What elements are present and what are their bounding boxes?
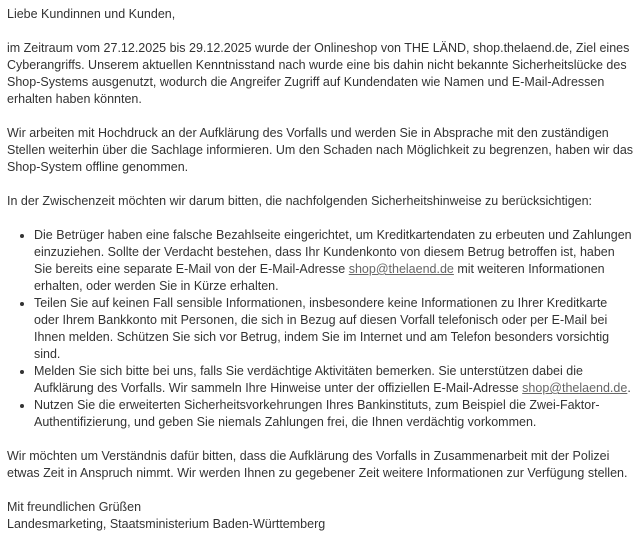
list-item-report-activity: [34, 363, 634, 397]
safety-tips-list: [7, 227, 634, 431]
list-item-no-sensitive-info: • Teilen Sie auf keinen Fall sensible Informationen, insbesondere keine Informationen zu Ihrer Kreditkarte oder Ihrem Bankkonto mit Personen, die sich in Bezug auf diesen Vorfall telefonisch oder per E-Mail bei Ihnen melden. Schützen Sie sich vor Betrug, indem Sie im Internet und am Telefon besonders vorsichtig sind.: [34, 295, 634, 363]
list-item-text: .: [627, 381, 631, 395]
paragraph-safety-intro: In der Zwischenzeit möchten wir darum bitten, die nachfolgenden Sicherheitshinweise zu berücksichtigen:: [7, 194, 593, 208]
sender: Landesmarketing, Staatsministerium Baden-Württemberg: [7, 517, 326, 531]
greeting: Liebe Kundinnen und Kunden,: [7, 7, 176, 21]
shop-email-link-report[interactable]: shop@thelaend.de: [522, 381, 628, 395]
list-item-fake-payment: [34, 227, 634, 295]
list-item-text: Die Betrüger haben eine falsche Bezahlseite eingerichtet, um Kreditkartendaten zu erbeuten und Zahlungen einzuziehen. Sollte der Verdacht bestehen, dass Ihr Kundenkonto von diesem Betrug betroffen ist, haben Sie bereits eine separate E-Mail von der E-Mail-Adresse: [34, 228, 632, 276]
closing: Mit freundlichen Grüßen: [7, 500, 142, 514]
shop-email-link[interactable]: shop@thelaend.de: [348, 262, 454, 276]
list-item-bank-security: • Nutzen Sie die erweiterten Sicherheitsvorkehrungen Ihres Bankinstituts, zum Beispiel die Zwei-Faktor-Authentifizierung, und geben Sie niemals Zahlungen frei, die Ihnen verdächtig vorkommen.: [34, 397, 634, 431]
list-item-text: Melden Sie sich bitte bei uns, falls Sie verdächtige Aktivitäten bemerken. Sie unterstützen dabei die Aufklärung des Vorfalls. Wir sammeln Ihre Hinweise unter der offiziellen E-Mail-Adresse: [34, 364, 583, 395]
paragraph-understanding: Wir möchten um Verständnis dafür bitten, dass die Aufklärung des Vorfalls in Zusammenarbeit mit der Polizei etwas Zeit in Anspruch nimmt. Wir werden Ihnen zu gegebener Zeit weitere Informationen zur Verfügung stellen.: [7, 449, 628, 480]
list-item-text: mit weiteren Informationen erhalten, oder werden Sie in Kürze erhalten.: [34, 262, 605, 293]
paragraph-investigation: Wir arbeiten mit Hochdruck an der Aufklärung des Vorfalls und werden Sie in Absprache mit den zuständigen Stellen weiterhin über die Sachlage informieren. Um den Schaden nach Möglichkeit zu begrenzen, haben wir das Shop-System offline genommen.: [7, 126, 634, 174]
paragraph-incident: im Zeitraum vom 27.12.2025 bis 29.12.2025 wurde der Onlineshop von THE LÄND, shop.thelaend.de, Ziel eines Cyberangriffs. Unserem aktuellen Kenntnisstand nach wurde eine bis dahin nicht bekannte Sicherheitslücke des Shop-Systems ausgenutzt, wodurch die Angreifer Zugriff auf Kundendaten wie Namen und E-Mail-Adressen erhalten haben könnten.: [7, 41, 630, 106]
signature: [7, 499, 634, 533]
